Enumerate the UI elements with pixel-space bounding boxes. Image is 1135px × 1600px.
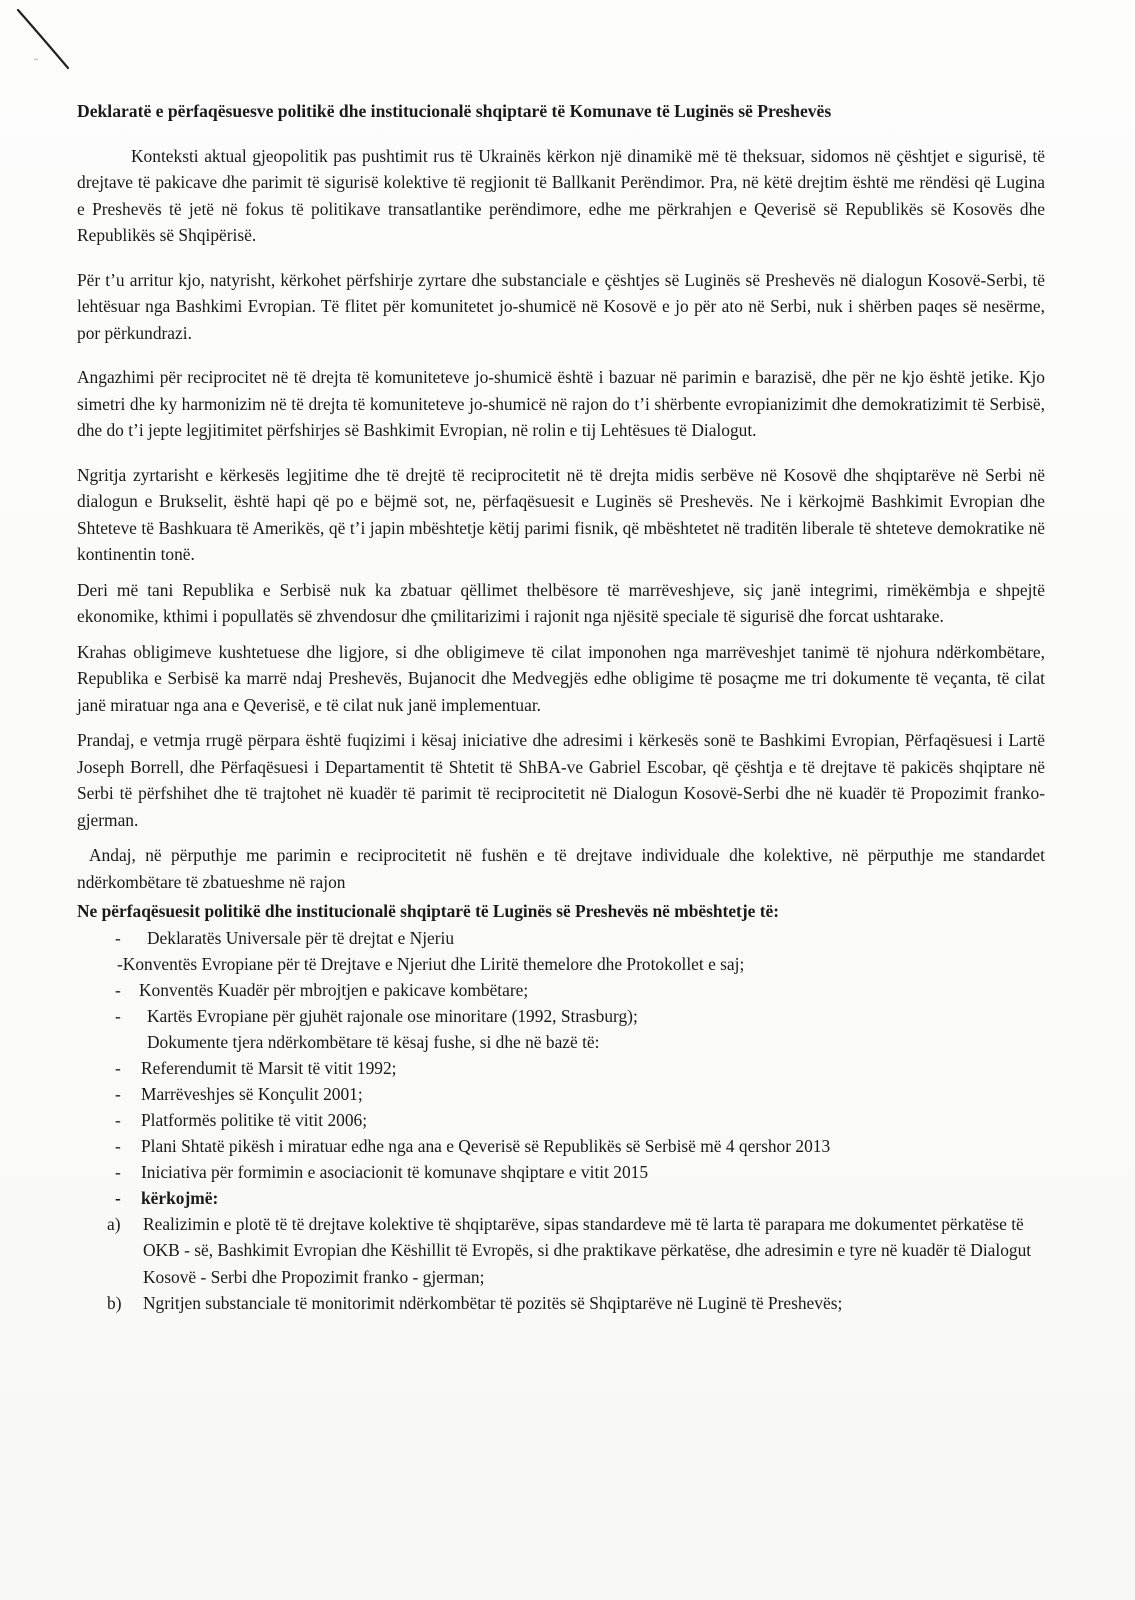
document-title: Deklaratë e përfaqësuesve politikë dhe institucionalë shqiptarë të Komunave të Luginës së Preshevës: [77, 101, 832, 121]
paragraph-constitutional: Krahas obligimeve kushtetuese dhe ligjore, si dhe obligimeve të cilat imponohen nga marrëveshjet tanimë të njohura ndërkombëtare, Republika e Serbisë ka marrë ndaj Preshevës, Bujanocit dhe Medvegjës edhe obligime të posaçme me tri dokumente të veçanta, të cilat janë miratuar nga ana e Qeverisë, e të cilat nuk janë implementuar.: [77, 641, 1045, 715]
paragraph-therefore: Prandaj, e vetmja rrugë përpara është fuqizimi i kësaj iniciative dhe adresimi i kërkesës sonë te Bashkimi Evropian, Përfaqësuesi i Lartë Joseph Borrell, dhe Përfaqësuesi i Departamentit të Shtetit të ShBA-ve Gabriel Escobar, që çështja e të drejtave të pakicës shqiptare në Serbi të përfshihet dhe të trajtohet në kuadër të parimit të reciprocitetit në Dialogun Kosovë-Serbi dhe në kuadër të Propozimit franko-gjerman.: [77, 730, 1045, 830]
list-item: - Kartës Evropiane për gjuhët rajonale ose minoritare (1992, Strasburg);: [115, 1005, 638, 1026]
list-item-kerkojme: - kërkojmë:: [115, 1187, 219, 1208]
requests-list: [77, 1211, 1045, 1317]
document-body: [77, 98, 1045, 1317]
list-item: - Platformës politike të vitit 2006;: [115, 1109, 368, 1130]
list-item: - Plani Shtatë pikësh i miratuar edhe nga ana e Qeverisë së Republikës së Serbisë më 4 qershor 2013: [115, 1135, 831, 1156]
list-item: -Konventës Evropiane për të Drejtave e Njeriut dhe Liritë themelore dhe Protokollet e saj;: [117, 953, 745, 974]
paragraph-context: Konteksti aktual gjeopolitik pas pushtimit rus të Ukrainës kërkon një dinamikë më të theksuar, sidomos në çështjet e sigurisë, të drejtave të pakicave dhe parimit të sigurisë kolektive të regjionit të Ballkanit Perëndimor. Pra, në këtë drejtim është me rëndësi që Lugina e Preshevës të jetë në fokus të politikave transatlantike perëndimore, edhe me përkrahjen e Qeverisë së Republikës së Kosovës dhe Republikës së Shqipërisë.: [77, 145, 1045, 245]
request-item-b: b) Ngritjen substanciale të monitorimit ndërkombëtar të pozitës së Shqiptarëve në Luginë të Preshevës;: [107, 1293, 843, 1313]
list-item: - Deklaratës Universale për të drejtat e Njeriu: [115, 927, 455, 948]
request-item-a: a) Realizimin e plotë të të drejtave kolektive të shqiptarëve, sipas standardeve më të larta të parapara me dokumentet përkatëse të OKB - së, Bashkimit Evropian dhe Këshillit të Evropës, si dhe praktikave përkatëse, dhe adresimin e tyre në kuadër të Dialogut Kosovë - Serbi dhe Propozimit franko - gjerman;: [107, 1213, 1032, 1287]
basis-heading: Ne përfaqësuesit politikë dhe institucionalë shqiptarë të Luginës së Preshevës në mbështetje të:: [77, 901, 780, 921]
list-item: - Referendumit të Marsit të vitit 1992;: [115, 1057, 397, 1078]
paragraph-reciprocity: Angazhimi për reciprocitet në të drejta të komuniteteve jo-shumicë është i bazuar në parimin e barazisë, dhe për ne kjo është jetike. Kjo simetri dhe ky harmonizim në të drejta të komuniteteve jo-shumicë në rajon do t’i shërbente evropianizimit dhe demokratizimit të Serbisë, dhe do t’i jepte legjitimitet përfshirjes së Bashkimit Evropian, në rolin e tij Lehtësues të Dialogut.: [77, 367, 1045, 440]
list-item: - Iniciativa për formimin e asociacionit të komunave shqiptare e vitit 2015: [115, 1161, 649, 1182]
paragraph-serbia-obligations: Deri më tani Republika e Serbisë nuk ka zbatuar qëllimet thelbësore të marrëveshjeve, siç janë integrimi, rimëkëmbja e shpejtë ekonomike, kthimi i popullatës së zhvendosur dhe çmilitarizimi i rajonit nga njësitë speciale të sigurisë dhe forcat ushtarake.: [77, 579, 1045, 626]
list-item: - Marrëveshjes së Konçulit 2001;: [115, 1083, 363, 1104]
list-item: - Konventës Kuadër për mbrojtjen e pakicave kombëtare;: [115, 979, 529, 1000]
basis-list: [77, 925, 1045, 1211]
handwritten-slash-mark: [0, 0, 140, 90]
paragraph-andaj: Andaj, në përputhje me parimin e reciprocitetit në fushën e të drejtave individuale dhe kolektive, në përputhje me standardet ndërkombëtare të zbatueshme në rajon: [77, 845, 1045, 892]
paragraph-dialogue: Për t’u arritur kjo, natyrisht, kërkohet përfshirje zyrtare dhe substanciale e çështjes së Luginës së Preshevës në dialogun Kosovë-Serbi, të lehtësuar nga Bashkimi Evropian. Të flitet për komunitetet jo-shumicë në Kosovë e jo për ato në Serbi, nuk i shërben paqes së nesërme, por përkundrazi.: [77, 269, 1045, 343]
list-item: Dokumente tjera ndërkombëtare të kësaj fushe, si dhe në bazë të:: [147, 1031, 600, 1052]
paragraph-brussels: Ngritja zyrtarisht e kërkesës legjitime dhe të drejtë të reciprocitetit në të drejta midis serbëve në Kosovë dhe shqiptarëve në Serbi në dialogun e Brukselit, është hapi që po e bëjmë sot, ne, përfaqësuesit e Luginës së Preshevës. Ne i kërkojmë Bashkimit Evropian dhe Shteteve të Bashkuara të Amerikës, që t’i japin mbështetje këtij parimi fisnik, që mbështetet në traditën liberale të shteteve demokratike në kontinentin tonë.: [77, 464, 1045, 564]
